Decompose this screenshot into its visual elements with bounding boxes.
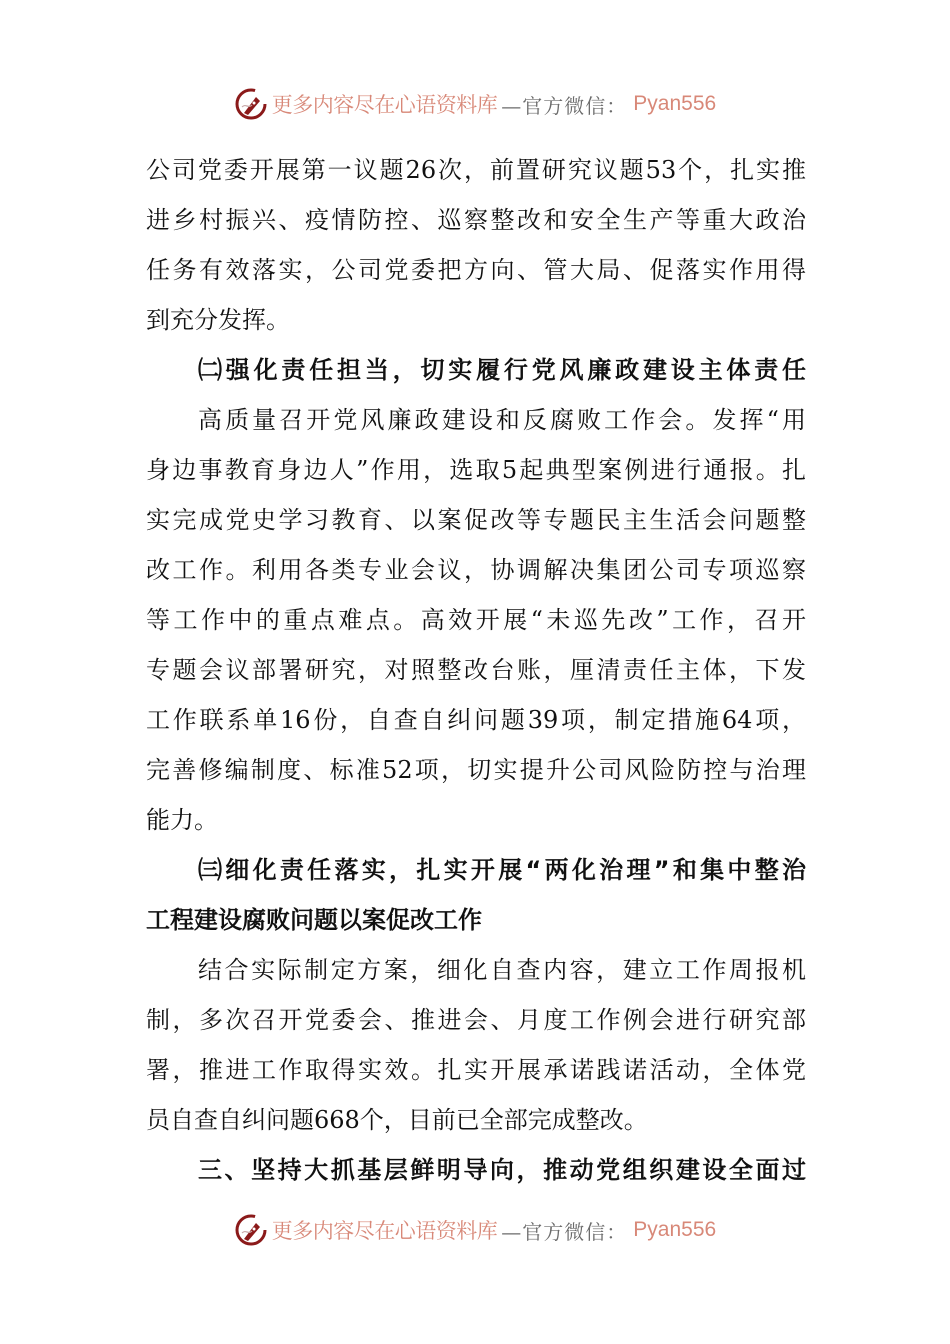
text-line: 到充分发挥。 (146, 306, 290, 334)
subsection-heading-3 (146, 850, 806, 950)
heading-line: ㈡强化责任担当，切实履行党风廉政建设主体责任 (198, 356, 806, 384)
watermark-wechat-id: Pyan556 (633, 1218, 717, 1241)
text-line: 公司党委开展第一议题26次，前置研究议题53个，扎实推 (146, 156, 806, 184)
text-line: 任务有效落实，公司党委把方向、管大局、促落实作用得 (146, 256, 806, 284)
text-line: 实完成党史学习教育、以案促改等专题民主生活会问题整 (146, 506, 806, 534)
text-line: 进乡村振兴、疫情防控、巡察整改和安全生产等重大政治 (146, 206, 806, 234)
text-line: 高质量召开党风廉政建设和反腐败工作会。发挥“用 (198, 406, 806, 434)
text-line: 等工作中的重点难点。高效开展“未巡先改”工作，召开 (146, 606, 806, 634)
watermark-wechat-label: —官方微信： (501, 1219, 628, 1244)
text-line: 工作联系单16份，自查自纠问题39项，制定措施64项， (146, 706, 806, 734)
watermark-inner (234, 87, 716, 121)
text-line: 署，推进工作取得实效。扎实开展承诺践诺活动，全体党 (146, 1056, 806, 1084)
text-line: 员自查自纠问题668个，目前已全部完成整改。 (146, 1106, 648, 1134)
watermark-promo-text: 更多内容尽在心语资料库 (271, 1219, 498, 1243)
paragraph-continuation (146, 150, 806, 350)
text-line: 完善修编制度、标准52项，切实提升公司风险防控与治理 (146, 756, 806, 784)
subsection-heading-2 (146, 350, 806, 400)
footer-watermark (0, 1210, 950, 1250)
text-line: 专题会议部署研究，对照整改台账，厘清责任主体，下发 (146, 656, 806, 684)
document-body (146, 150, 806, 1200)
paragraph-accountability (146, 400, 806, 850)
paragraph-implementation (146, 950, 806, 1150)
watermark-wechat-id: Pyan556 (633, 92, 717, 115)
text-line: 改工作。利用各类专业会议，协调解决集团公司专项巡察 (146, 556, 806, 584)
header-watermark (0, 84, 950, 124)
watermark-promo-text: 更多内容尽在心语资料库 (271, 93, 498, 117)
section-heading-3 (146, 1150, 806, 1200)
pen-nib-logo-icon (234, 87, 268, 121)
watermark-inner (234, 1213, 716, 1247)
heading-line: 工程建设腐败问题以案促改工作 (146, 906, 482, 934)
text-line: 制，多次召开党委会、推进会、月度工作例会进行研究部 (146, 1006, 806, 1034)
heading-line: 三、坚持大抓基层鲜明导向，推动党组织建设全面过 (198, 1156, 806, 1184)
heading-line: ㈢细化责任落实，扎实开展“两化治理”和集中整治 (198, 856, 806, 884)
text-line: 结合实际制定方案，细化自查内容，建立工作周报机 (198, 956, 806, 984)
watermark-wechat-label: —官方微信： (501, 93, 628, 118)
pen-nib-logo-icon (234, 1213, 268, 1247)
text-line: 身边事教育身边人”作用，选取5起典型案例进行通报。扎 (146, 456, 806, 484)
text-line: 能力。 (146, 806, 218, 834)
